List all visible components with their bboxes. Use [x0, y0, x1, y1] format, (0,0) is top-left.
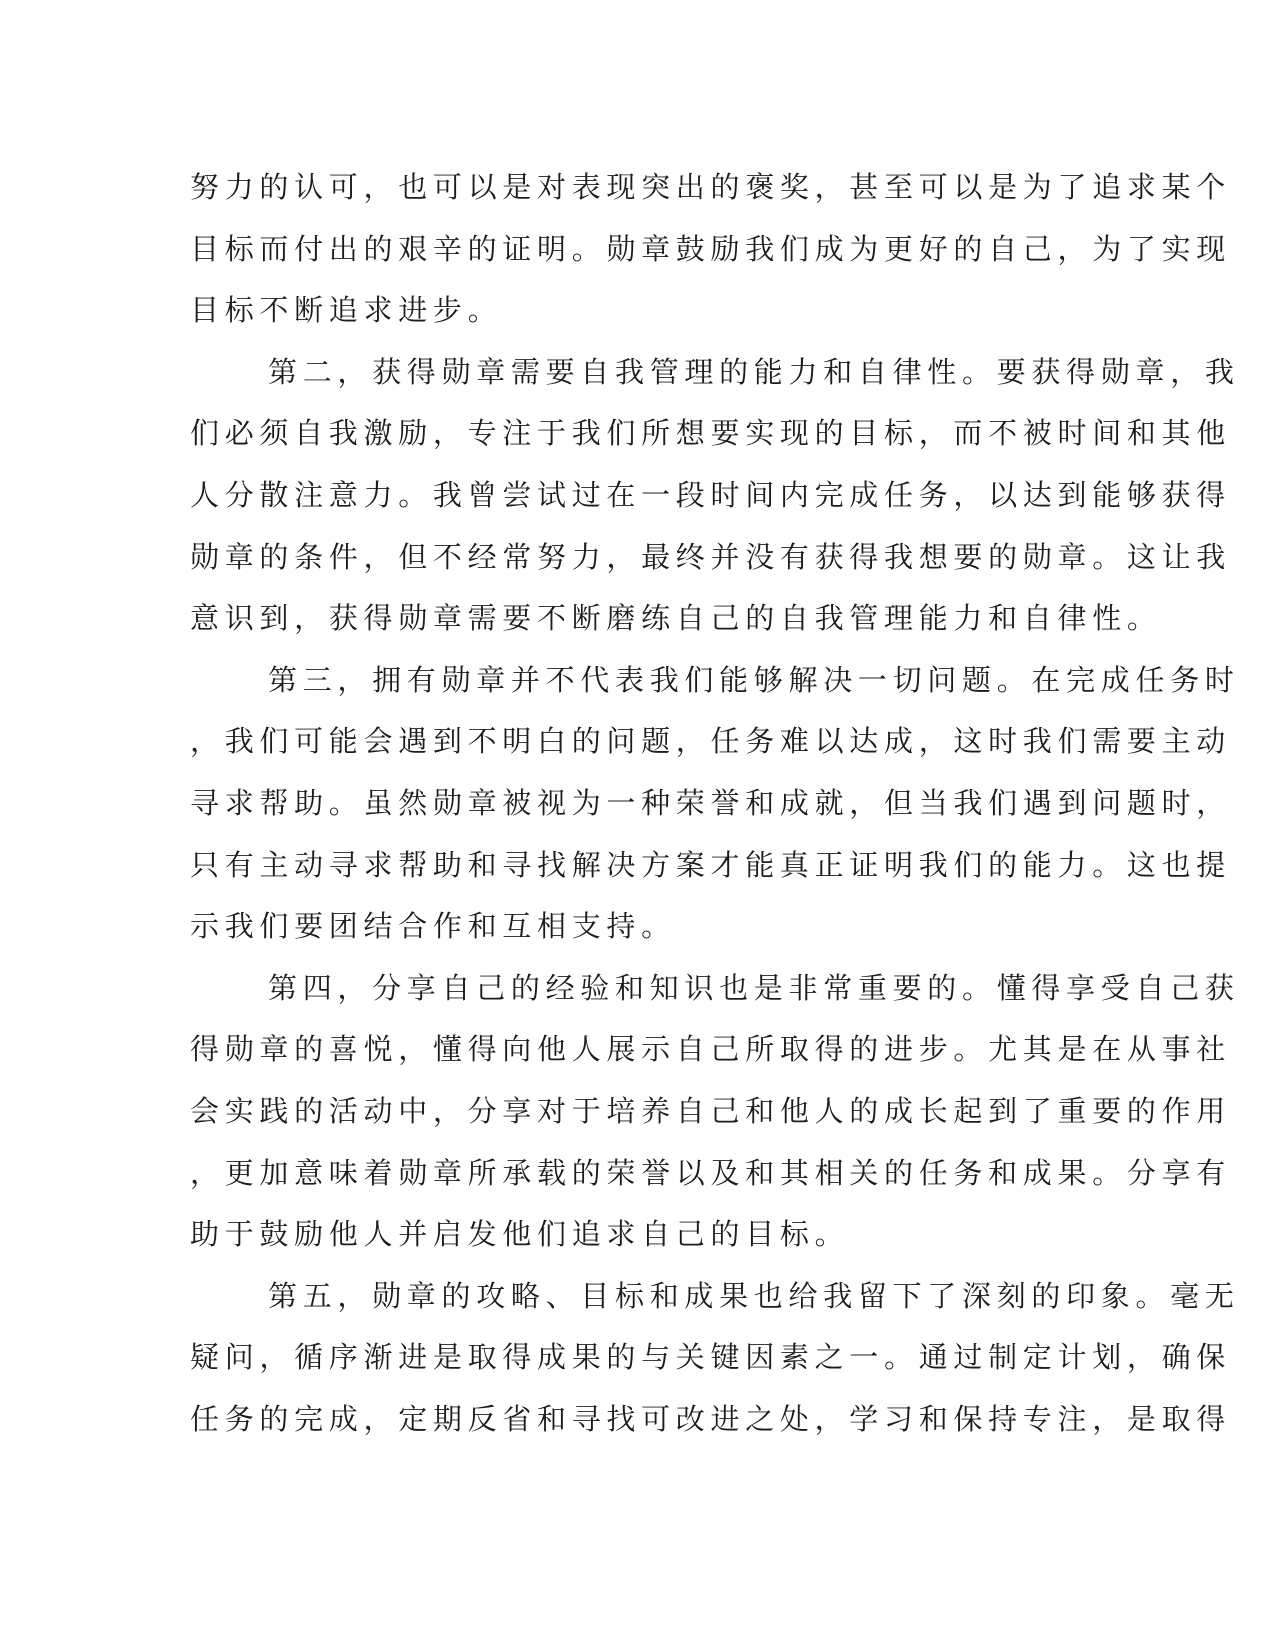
- text-line: 示我们要团结合作和互相支持。: [190, 909, 676, 944]
- text-line: 人分散注意力。我曾尝试过在一段时间内完成任务，以达到能够获得: [190, 477, 1232, 512]
- text-line: ，更加意味着勋章所承载的荣誉以及和其相关的任务和成果。分享有: [190, 1155, 1232, 1190]
- text-line: 努力的认可，也可以是对表现突出的褒奖，甚至可以是为了追求某个: [190, 170, 1232, 204]
- text-line: 任务的完成，定期反省和寻找可改进之处，学习和保持专注，是取得: [190, 1401, 1232, 1436]
- text-line: 第五，勋章的攻略、目标和成果也给我留下了深刻的印象。毫无: [268, 1278, 1240, 1313]
- text-line: 寻求帮助。虽然勋章被视为一种荣誉和成就，但当我们遇到问题时，: [190, 785, 1232, 820]
- text-line: 意识到，获得勋章需要不断磨练自己的自我管理能力和自律性。: [190, 601, 1162, 636]
- text-line: 得勋章的喜悦，懂得向他人展示自己所取得的进步。尤其是在从事社: [190, 1032, 1232, 1067]
- text-line: 疑问，循序渐进是取得成果的与关键因素之一。通过制定计划，确保: [190, 1340, 1232, 1375]
- text-line: 只有主动寻求帮助和寻找解决方案才能真正证明我们的能力。这也提: [190, 847, 1232, 882]
- text-line: 勋章的条件，但不经常努力，最终并没有获得我想要的勋章。这让我: [190, 539, 1232, 574]
- text-line: ，我们可能会遇到不明白的问题，任务难以达成，这时我们需要主动: [190, 724, 1232, 759]
- text-line: 第二，获得勋章需要自我管理的能力和自律性。要获得勋章，我: [268, 354, 1240, 389]
- text-line: 会实践的活动中，分享对于培养自己和他人的成长起到了重要的作用: [190, 1093, 1232, 1128]
- text-line: 第四，分享自己的经验和知识也是非常重要的。懂得享受自己获: [268, 970, 1240, 1005]
- text-line: 目标不断追求进步。: [190, 293, 503, 328]
- text-line: 目标而付出的艰辛的证明。勋章鼓励我们成为更好的自己，为了实现: [190, 231, 1232, 266]
- text-line: 们必须自我激励，专注于我们所想要实现的目标，而不被时间和其他: [190, 416, 1232, 451]
- text-line: 第三，拥有勋章并不代表我们能够解决一切问题。在完成任务时: [268, 662, 1240, 697]
- body-text: [190, 157, 1240, 1450]
- text-line: 助于鼓励他人并启发他们追求自己的目标。: [190, 1217, 850, 1252]
